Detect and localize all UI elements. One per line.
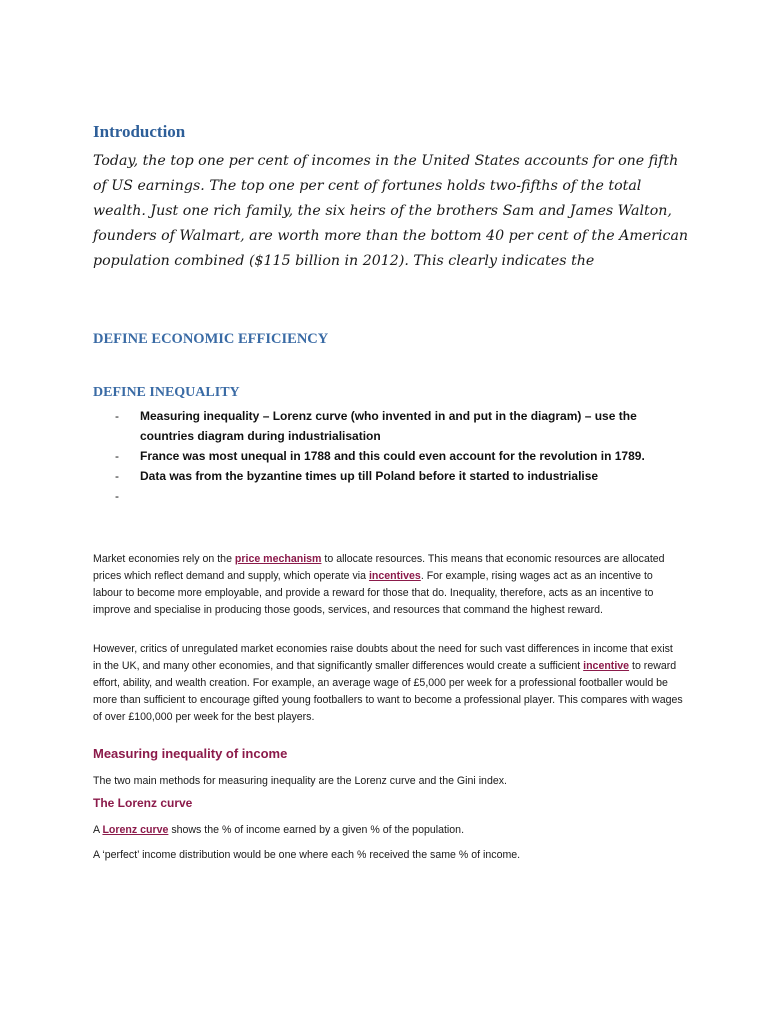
bullet-dash: - [115, 489, 119, 503]
bullet-item [115, 406, 675, 446]
bullet-text: Data was from the byzantine times up till Poland before it started to industrialise [140, 469, 599, 483]
introduction-heading: Introduction [93, 122, 186, 141]
para-text: However, critics of unregulated market economies raise doubts about the need for such vast differences in income that exist in the UK, and many other economies, and that significantly smaller differences would create a sufficient [93, 643, 673, 672]
bullet-text: France was most unequal in 1788 and this could even account for the revolution in 1789. [140, 449, 645, 463]
para-text: A [93, 824, 103, 836]
para-text: shows the % of income earned by a given % of the population. [168, 824, 465, 836]
critics-paragraph [93, 641, 683, 726]
inequality-heading: DEFINE INEQUALITY [93, 385, 240, 400]
introduction-paragraph: Today, the top one per cent of incomes in the United States accounts for one fifth of US earnings. The top one per cent of fortunes holds two-fifths of the total wealth. Just one rich family, the six heirs of the brothers Sam and James Walton, founders of Walmart, are worth more than the bottom 40 per cent of the American population combined ($115 billion in 2012). This clearly indicates the [93, 153, 689, 269]
perfect-distribution-paragraph: A ‘perfect’ income distribution would be one where each % received the same % of income. [93, 849, 521, 861]
price-mechanism-link[interactable]: price mechanism [234, 553, 322, 565]
measuring-inequality-heading: Measuring inequality of income [93, 746, 288, 761]
inequality-bullet-list [115, 406, 675, 503]
incentives-link[interactable]: incentives [368, 570, 421, 582]
incentive-link[interactable]: incentive [583, 660, 630, 672]
market-economies-paragraph [93, 551, 683, 619]
para-text: to reward effort, ability, and wealth creation. For example, an average wage of £5,000 per week for a professional footballer would be more than sufficient to encourage gifted young footballers to want to become a professional player. This compares with wages of over £100,000 per week for the best players. [93, 660, 683, 723]
para-text: Market economies rely on the [93, 553, 235, 565]
bullet-text: Measuring inequality – Lorenz curve (who invented in and put in the diagram) – use the countries diagram during industrialisation [140, 409, 637, 443]
bullet-dash: - [115, 409, 119, 423]
lorenz-curve-link[interactable]: Lorenz curve [102, 824, 169, 836]
lorenz-curve-heading: The Lorenz curve [93, 796, 193, 810]
bullet-dash: - [115, 469, 119, 483]
economic-efficiency-heading: DEFINE ECONOMIC EFFICIENCY [93, 331, 329, 347]
para-text: . For example, rising wages act as an incentive to labour to become more employable, and provide a reward for those that do. Inequality, therefore, acts as an incentive to improve and specialise in producing those goods, services, and resources that command the highest reward. [93, 570, 654, 616]
lorenz-definition-paragraph [93, 822, 683, 839]
methods-paragraph: The two main methods for measuring inequality are the Lorenz curve and the Gini index. [93, 775, 507, 787]
bullet-dash: - [115, 449, 119, 463]
para-text: to allocate resources. This means that economic resources are allocated prices which reflect demand and supply, which operate via [93, 553, 665, 582]
bullet-item [115, 466, 675, 486]
bullet-item [115, 446, 675, 466]
